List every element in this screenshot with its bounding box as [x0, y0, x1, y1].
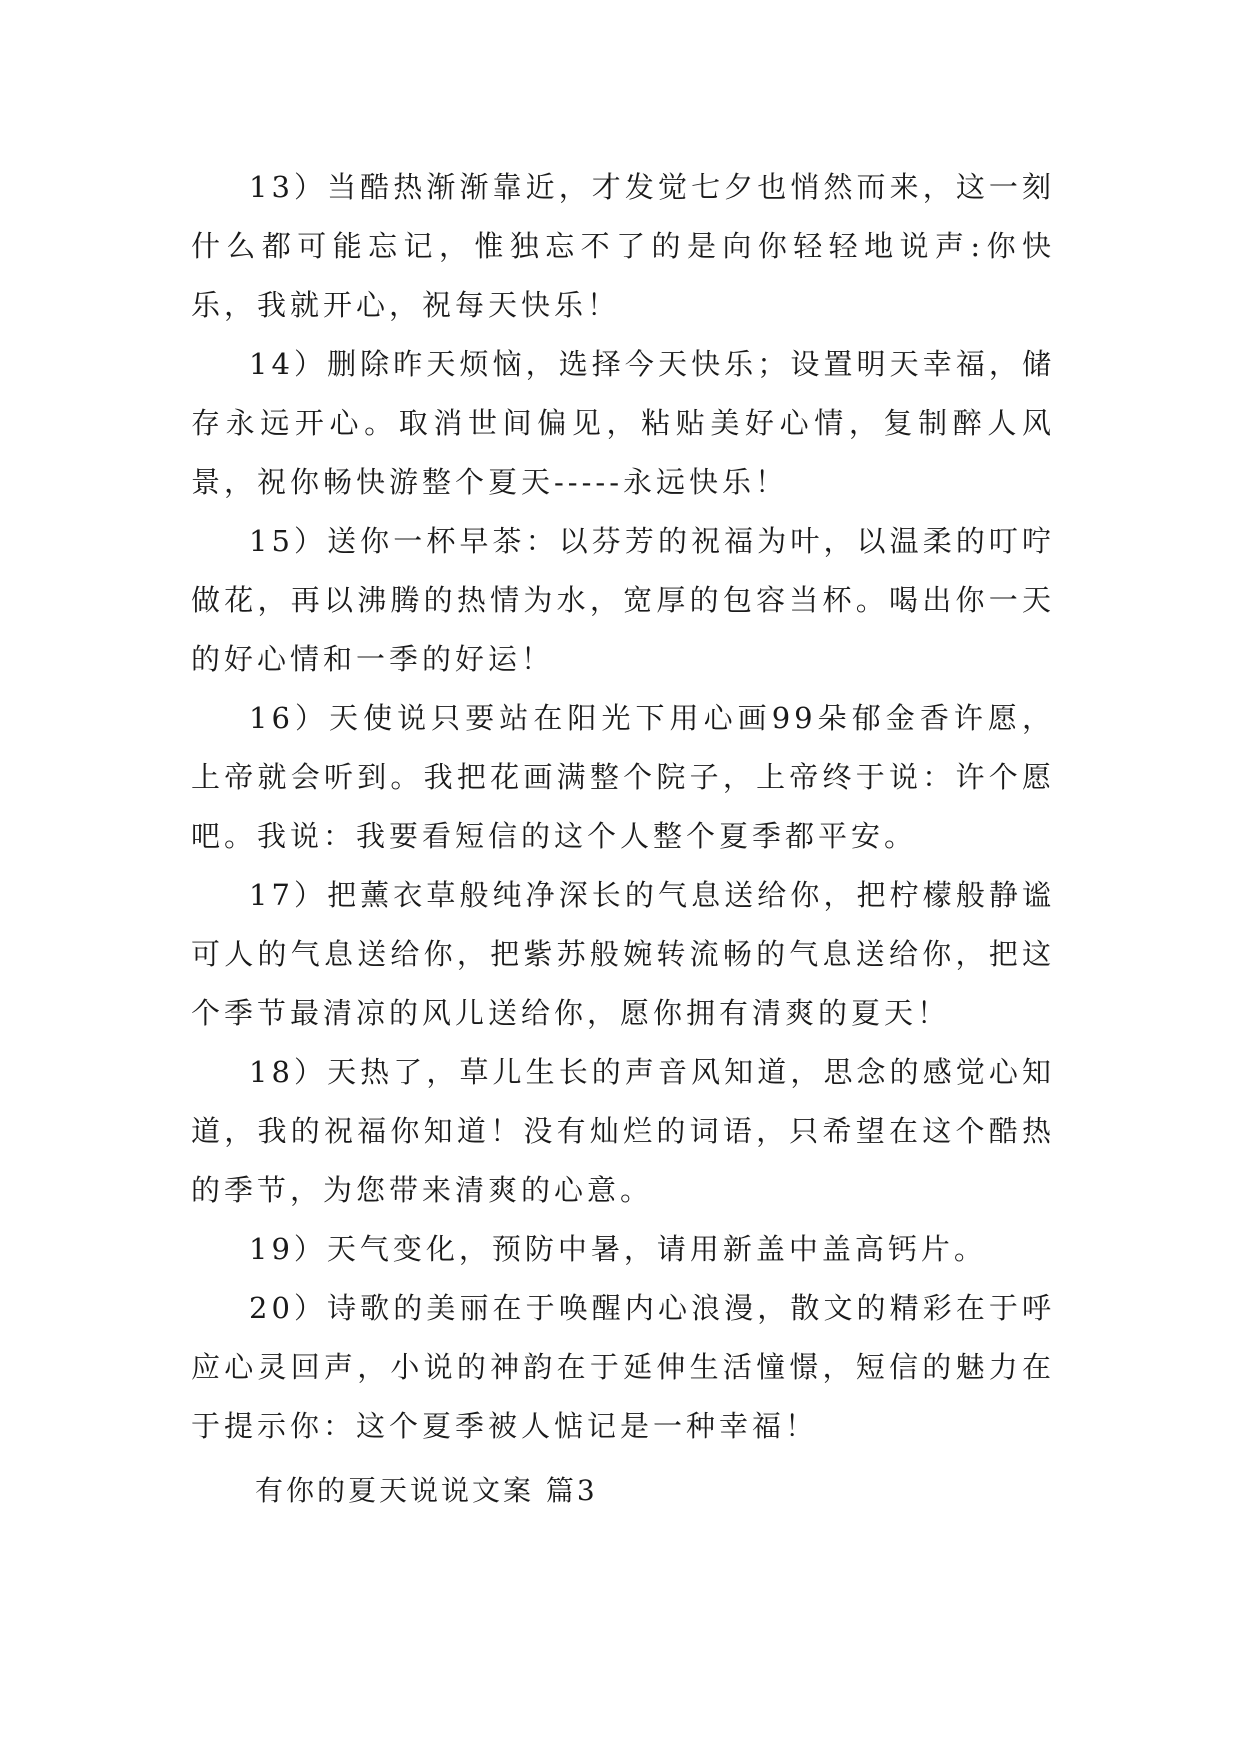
paragraph-14: 14）删除昨天烦恼，选择今天快乐；设置明天幸福，储存永远开心。取消世间偏见，粘贴美好心情，复制醉人风景，祝你畅快游整个夏天-----永远快乐！ [191, 347, 1055, 499]
paragraph-16: 16）天使说只要站在阳光下用心画99朵郁金香许愿，上帝就会听到。我把花画满整个院子，上帝终于说：许个愿吧。我说：我要看短信的这个人整个夏季都平安。 [191, 701, 1055, 853]
paragraph-17: 17）把薰衣草般纯净深长的气息送给你，把柠檬般静谧可人的气息送给你，把紫苏般婉转流畅的气息送给你，把这个季节最清凉的风儿送给你，愿你拥有清爽的夏天！ [191, 878, 1055, 1030]
paragraph-19: 19）天气变化，预防中暑，请用新盖中盖高钙片。 [249, 1232, 987, 1266]
document-body [191, 158, 1055, 1456]
section-heading: 有你的夏天说说文案 篇3 [255, 1474, 598, 1507]
paragraph-13: 13）当酷热渐渐靠近，才发觉七夕也悄然而来，这一刻什么都可能忘记，惟独忘不了的是向你轻轻地说声:你快乐，我就开心，祝每天快乐！ [191, 170, 1055, 322]
paragraph-18: 18）天热了，草儿生长的声音风知道，思念的感觉心知道，我的祝福你知道！没有灿烂的词语，只希望在这个酷热的季节，为您带来清爽的心意。 [191, 1055, 1055, 1207]
paragraph-15: 15）送你一杯早茶：以芬芳的祝福为叶，以温柔的叮咛做花，再以沸腾的热情为水，宽厚的包容当杯。喝出你一天的好心情和一季的好运！ [191, 524, 1055, 676]
paragraph-20: 20）诗歌的美丽在于唤醒内心浪漫，散文的精彩在于呼应心灵回声，小说的神韵在于延伸生活憧憬，短信的魅力在于提示你：这个夏季被人惦记是一种幸福！ [191, 1291, 1055, 1443]
